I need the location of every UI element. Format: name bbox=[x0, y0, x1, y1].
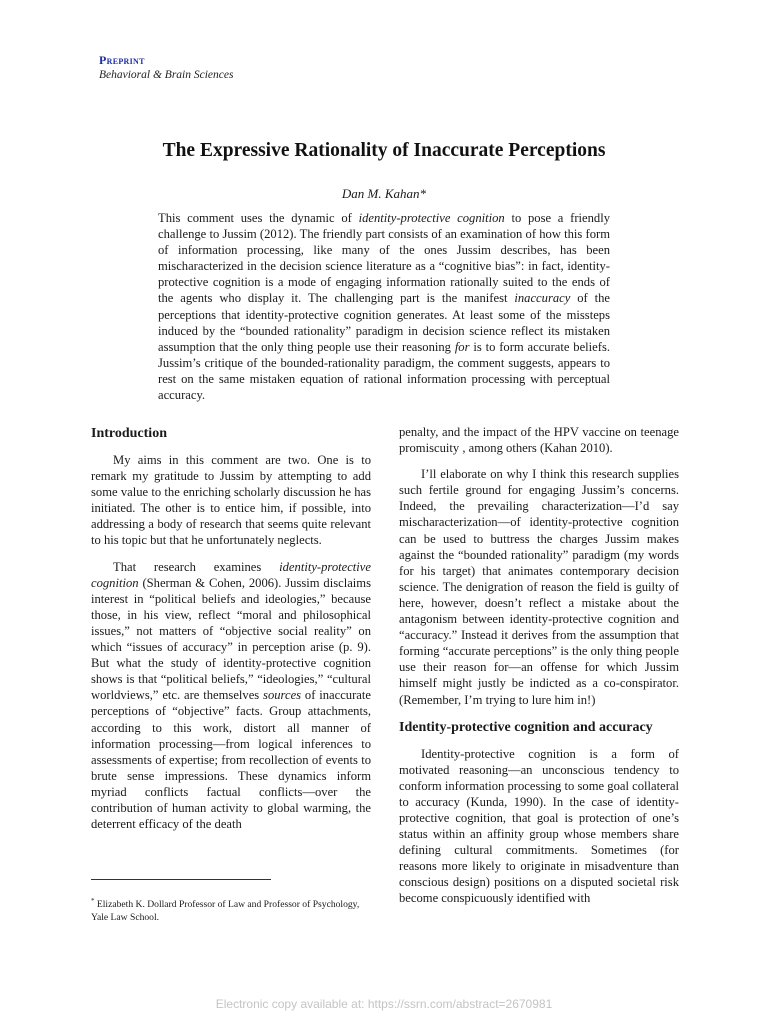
left-column bbox=[91, 424, 371, 832]
ssrn-footer: Electronic copy available at: https://ssrn.com/abstract=2670981 bbox=[215, 997, 553, 1011]
footnote: * Elizabeth K. Dollard Professor of Law and Professor of Psychology, Yale Law School. bbox=[91, 897, 360, 924]
footnote-divider bbox=[91, 879, 271, 880]
author-name: Dan M. Kahan* bbox=[341, 186, 427, 201]
preprint-label: Preprint bbox=[99, 53, 145, 67]
abstract bbox=[158, 210, 610, 403]
journal-name: Behavioral & Brain Sciences bbox=[99, 69, 234, 81]
intro-paragraph-1: My aims in this comment are two. One is to remark my gratitude to Jussim by attempting to add some value to the enriching scholarly discussion he has initiated. The other is to entice him, if possible, into addressing a body of research that seems quite relevant to his topic but that he unfortunately neglects. bbox=[91, 453, 371, 548]
section2-paragraph-1: Identity-protective cognition is a form of motivated reasoning—an unconscious tendency to conform information processing to some goal collateral to accuracy (Kunda, 1990). In the case of identity-protective cognition, that goal is protection of one’s status within an affinity group whose members share defining cultural commitments. Sometimes (for reasons more likely to originate in misadventure than conscious design) positions on a disputed societal risk become conspicuously identified with bbox=[399, 746, 679, 906]
section-heading-introduction: Introduction bbox=[91, 426, 167, 441]
right-column bbox=[399, 424, 679, 907]
abstract-paragraph: This comment uses the dynamic of identity-protective cognition to pose a friendly challenge to Jussim (2012). The friendly part consists of an examination of how this form of information processing, like many of the ones Jussim describes, has been mischaracterized in the decision science literature as a “cognitive bias”: in fact, identity-protective cognition is a mode of engaging information rationally suited to the ends of the agents who display it. The challenging part is the manifest inaccuracy of the perceptions that identity-protective cognition generates. At least some of the missteps induced by the “bounded rationality” paradigm in decision science reflect its mistaken assumption that the only thing people use their reasoning for is to form accurate beliefs. Jussim’s critique of the bounded-rationality paradigm, the comment suggests, appears to rest on the same mistaken equation of rational information processing with perceptual accuracy. bbox=[158, 211, 611, 403]
paper-title: The Expressive Rationality of Inaccurate Perceptions bbox=[162, 140, 606, 161]
intro-paragraph-2: That research examines identity-protective cognition (Sherman & Cohen, 2006). Jussim disclaims interest in “political beliefs and ideologies,” because those, in his view, reflect “moral and philosophical issues,” not matters of “objective social reality” on which “issues of accuracy” in perception arise (p. 9). But what the study of identity-protective cognition shows is that “political beliefs,” “ideologies,” “cultural worldviews,” etc. are themselves sources of inaccurate perceptions of “objective” facts. Group attachments, according to this work, distort all manner of information processing—from logical inferences to assessments of expertise; from recollection of events to brute sense impressions. These dynamics inform myriad conflicts factual conflicts—over the contribution of human activity to global warming, the deterrent efficacy of the death bbox=[91, 559, 371, 832]
intro-paragraph-2-continued: penalty, and the impact of the HPV vaccine on teenage promiscuity , among others (Kahan 2010). bbox=[399, 425, 679, 456]
section-heading-identity-protective: Identity-protective cognition and accuracy bbox=[399, 719, 653, 735]
intro-paragraph-3: I’ll elaborate on why I think this research supplies such fertile ground for engaging Jussim’s concerns. Indeed, the prevailing characterization—I’d say mischaracterization—of identity-protective cognition can be used to buttress the charges Jussim makes against the “bounded rationality” paradigm (my words for his target) that animates contemporary decision science. The denigration of reason the field is guilty of here, however, doesn’t reflect a mistake about the antagonism between identity-protective cognition and “accuracy.” Instead it derives from the assumption that forming “accurate perceptions” is the only thing people use their reason for—an offense for which Jussim himself might justly be indicted as a co-conspirator. (Remember, I’m trying to lure him in!) bbox=[399, 467, 679, 707]
